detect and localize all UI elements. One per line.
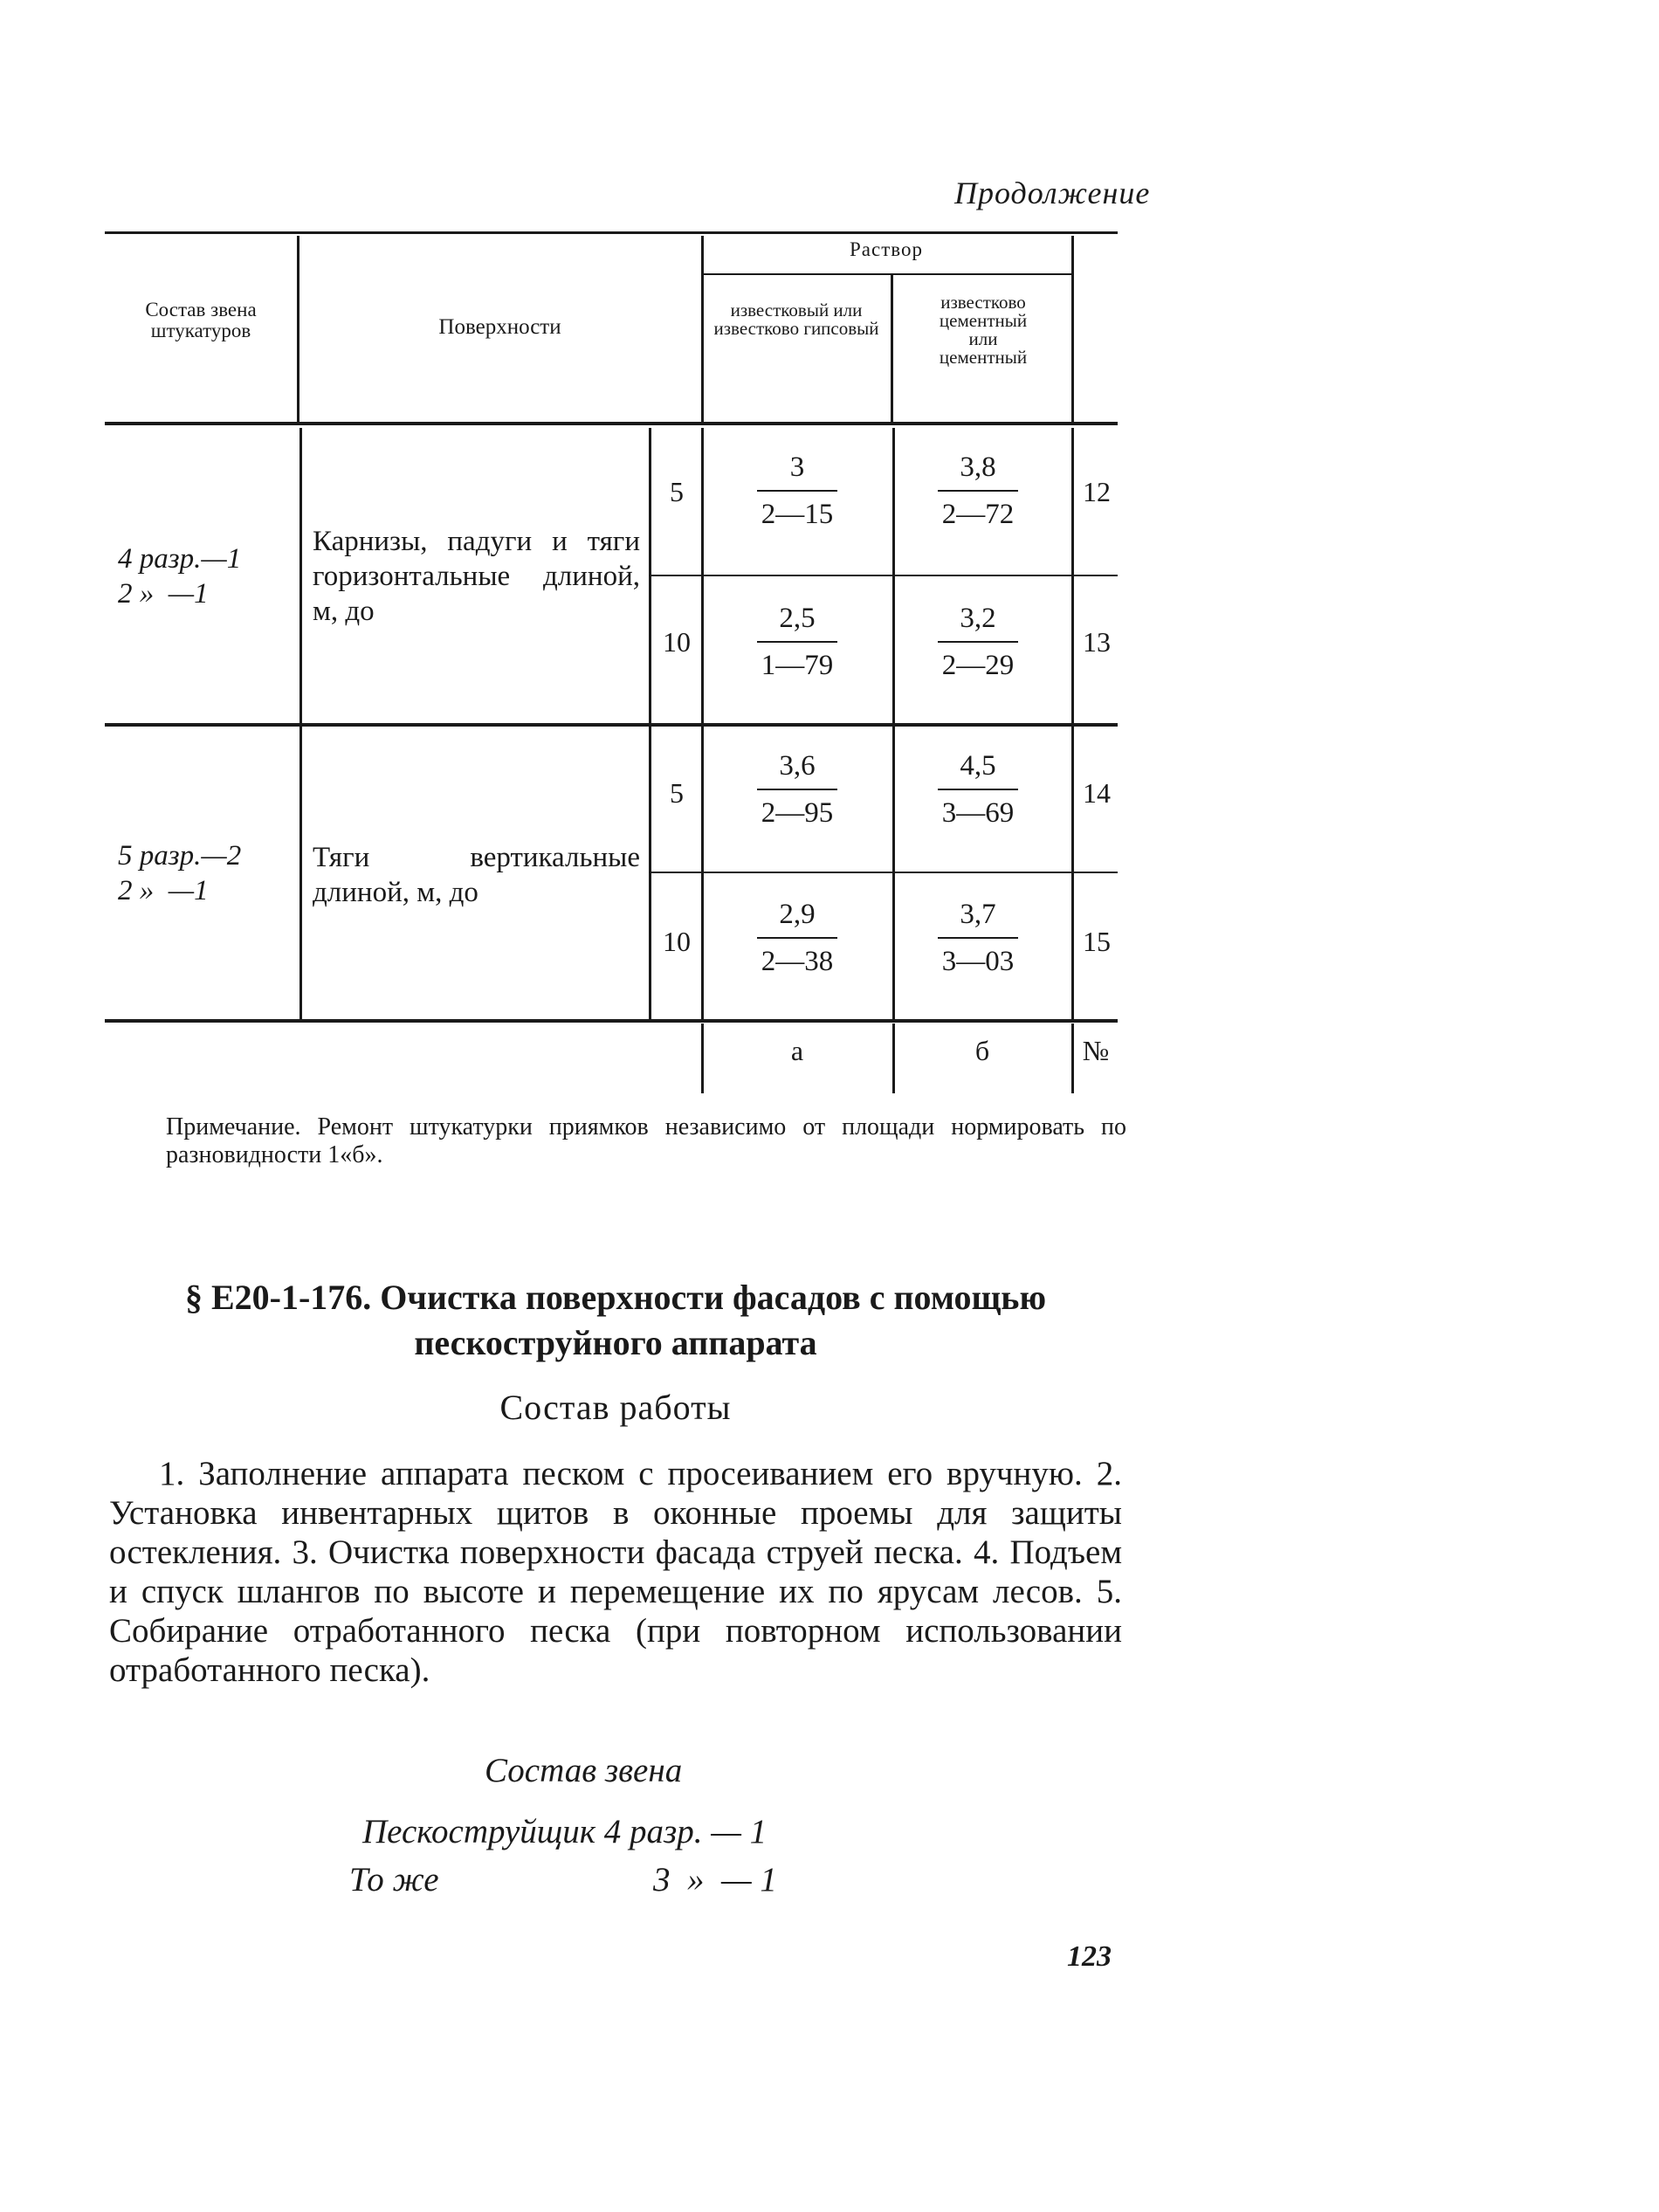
section-title-line2: пескоструйного аппарата	[414, 1323, 817, 1362]
work-composition-text: 1. Заполнение аппарата песком с просеиванием его вручную. 2. Установка инвентарных щитов в оконные проемы для защиты остекления. 3. Очистка поверхности фасада струей песка. 4. Подъем и спуск шлангов по высоте и перемещение их по ярусам лесов. 5. Собирание отработанного песка (при повторном использовании отработанного песка).	[109, 1455, 1122, 1689]
work-composition-title: Состав работы	[499, 1388, 732, 1427]
row1a-length: 5	[670, 476, 684, 507]
section-title	[109, 1275, 1122, 1366]
row1b-cement-bot: 2—29	[941, 650, 1015, 681]
section-title-line1: § Е20-1-176. Очистка поверхности фасадов с помощью	[184, 1278, 1047, 1317]
row1a-cement-top: 3,8	[960, 451, 996, 483]
crew-title: Состав звена	[485, 1752, 683, 1789]
r2-vline-a	[892, 727, 895, 1019]
r2-vline-surface	[649, 727, 651, 1019]
footer-col-no: №	[1082, 1035, 1110, 1066]
col-crew-header: Состав звена штукатуров	[145, 299, 257, 341]
row1b-cement-top: 3,2	[960, 603, 996, 634]
row1a-cement-value	[917, 450, 1039, 532]
row2-bottom-rule	[105, 1019, 1118, 1023]
row2a-cement-value	[917, 748, 1039, 830]
row2a-lime-top: 3,6	[779, 750, 816, 782]
row2b-cement-top: 3,7	[960, 899, 996, 930]
row2a-lime-value	[736, 748, 858, 830]
continuation-label: Продолжение	[954, 176, 1151, 210]
row1-mid-rule	[651, 575, 1118, 576]
mortar-header-rule	[703, 273, 1071, 275]
crew-line2-right: 3 » — 1	[653, 1861, 777, 1898]
hdr-vline-2	[701, 236, 704, 422]
r1-vline-a	[892, 428, 895, 723]
row1-crew	[118, 541, 293, 611]
row2b-cement-value	[917, 897, 1039, 979]
table-top-rule	[105, 231, 1118, 234]
row2a-lime-bot: 2—95	[761, 797, 834, 829]
row2a-length: 5	[670, 777, 684, 809]
row1a-lime-value	[736, 450, 858, 532]
row1-surface: Карнизы, падуги и тяги горизонтальные длиной, м, до	[313, 526, 640, 627]
row2-mid-rule	[651, 872, 1118, 873]
row1b-length: 10	[663, 626, 691, 658]
col-cement-header: известково цементный или цементный	[939, 292, 1028, 368]
footer-col-a: а	[790, 1035, 804, 1066]
hdr-vline-1	[297, 236, 299, 422]
r2-vline-b	[1071, 727, 1074, 1019]
row1-crew-line1: 4 разр.—1	[118, 543, 242, 575]
hdr-vline-4	[1071, 236, 1074, 422]
col-mortar-header: Раствор	[850, 238, 923, 260]
row2b-lime-bot: 2—38	[761, 946, 834, 977]
row1b-lime-top: 2,5	[779, 603, 816, 634]
r2-vline-len	[701, 727, 704, 1019]
page-number: 123	[1067, 1940, 1112, 1973]
r2-vline-crew	[299, 727, 302, 1019]
r1-vline-len	[701, 428, 704, 723]
footer-col-b: б	[974, 1035, 990, 1066]
row1a-cement-bot: 2—72	[941, 499, 1015, 530]
row2a-cement-bot: 3—69	[941, 797, 1015, 829]
row2b-cement-bot: 3—03	[941, 946, 1015, 977]
row1b-cement-value	[917, 601, 1039, 683]
hdr-vline-3	[891, 275, 893, 422]
row1-crew-line2: 2 » —1	[118, 578, 209, 610]
row1a-lime-bot: 2—15	[761, 499, 834, 530]
row2a-cement-top: 4,5	[960, 750, 996, 782]
header-bottom-rule	[105, 422, 1118, 425]
table-note: Примечание. Ремонт штукатурки приямков независимо от площади нормировать по разновидности 1«б».	[166, 1113, 1126, 1168]
row1b-number: 13	[1083, 626, 1111, 658]
row2-surface: Тяги вертикальные длиной, м, до	[313, 842, 640, 908]
row2a-number: 14	[1083, 777, 1111, 809]
row1-bottom-rule	[105, 723, 1118, 727]
row2b-number: 15	[1083, 926, 1111, 957]
row1a-lime-top: 3	[789, 451, 805, 483]
crew-line2-left: То же	[349, 1861, 439, 1898]
row2-crew	[118, 838, 293, 908]
r1-vline-surface	[649, 428, 651, 723]
row2b-lime-value	[736, 897, 858, 979]
row2b-length: 10	[663, 926, 691, 957]
col-lime-header: известковый или известково гипсовый	[713, 300, 879, 339]
crew-line1: Пескоструйщик 4 разр. — 1	[362, 1813, 768, 1850]
col-surface-header: Поверхности	[438, 315, 561, 339]
row1b-lime-bot: 1—79	[761, 650, 834, 681]
r1-vline-crew	[299, 428, 302, 723]
row2-crew-line1: 5 разр.—2	[118, 840, 242, 872]
row2-crew-line2: 2 » —1	[118, 875, 209, 906]
row1b-lime-value	[736, 601, 858, 683]
row2b-lime-top: 2,9	[779, 899, 816, 930]
r1-vline-b	[1071, 428, 1074, 723]
row1a-number: 12	[1083, 476, 1111, 507]
